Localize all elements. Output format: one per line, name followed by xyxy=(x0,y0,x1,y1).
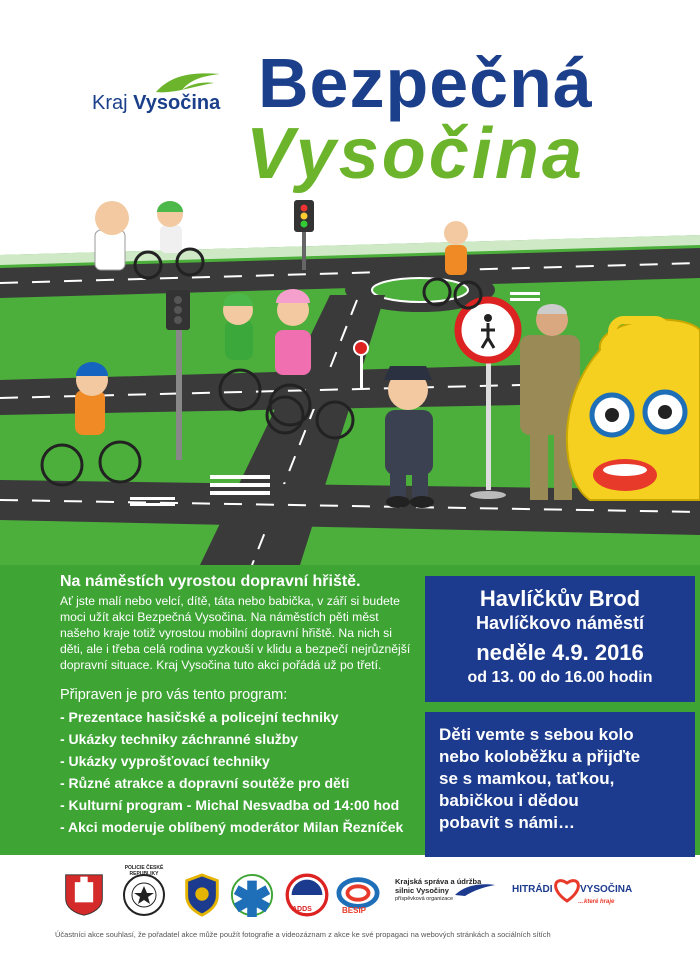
police-logo-icon xyxy=(122,873,166,917)
event-date: neděle 4.9. 2016 xyxy=(476,640,644,665)
kraj-vysocina-logo xyxy=(92,70,222,120)
besip-label: BESIP xyxy=(342,906,367,915)
invite-line: se s mamkou, taťkou, xyxy=(439,769,615,788)
traffic-playground-illustration xyxy=(0,200,700,565)
program-heading: Připraven je pro vás tento program: xyxy=(60,687,288,703)
ksus-line-1: Krajská správa a údržba xyxy=(395,877,482,886)
partner-logos xyxy=(0,857,700,971)
description-heading: Na náměstích vyrostou dopravní hřiště. xyxy=(60,573,361,590)
invite-line: pobavit s námi… xyxy=(439,813,576,832)
event-city: Havlíčkův Brod xyxy=(479,586,641,611)
logo-prefix: Kraj xyxy=(92,92,128,114)
invite-line: babičkou i dědou xyxy=(439,791,579,810)
hitradi-right: VYSOČINA xyxy=(580,884,633,895)
program-item: - Ukázky vyprošťovací techniky xyxy=(60,753,270,769)
description-text: Ať jste malí nebo velcí, dítě, táta nebo babička, v září si budete moci užít akci Bezpečná Vysočina. Na náměstích pěti měst našeho kraje totiž vyrostou mobilní dopravní hřiště. Na nich si děti, ale i třeba celá rodina vyzkouší v klidu a bezpečí nejrůznější dopravní situace. Kraj Vysočina tuto akci pořádá už po třetí. xyxy=(60,594,411,672)
logo-name: Vysočina xyxy=(133,92,221,114)
city-coat-of-arms-icon xyxy=(62,873,106,917)
title-line-2: Vysočina xyxy=(246,114,585,194)
adds-label: ADDS xyxy=(292,906,312,913)
road-swoosh-icon xyxy=(455,883,495,897)
hitradi-tagline: …které hraje xyxy=(578,899,615,905)
program-list xyxy=(60,706,415,838)
hitradi-left: HITRÁDI xyxy=(512,884,553,895)
event-info-box xyxy=(425,576,695,702)
ksus-line-3: příspěvková organizace xyxy=(395,896,454,902)
ksus-line-2: silnic Vysočiny xyxy=(395,886,449,895)
program-item: - Prezentace hasičské a policejní techniky xyxy=(60,709,339,725)
emergency-service-logo-icon xyxy=(230,873,274,917)
title-line-1: Bezpečná xyxy=(258,44,593,122)
invite-box xyxy=(425,712,695,857)
heart-icon xyxy=(553,877,581,903)
program-item: - Ukázky techniky záchranné služby xyxy=(60,731,299,747)
event-square: Havlíčkovo náměstí xyxy=(475,613,645,633)
consent-note: Účastníci akce souhlasí, že pořadatel akce může použít fotografie a videozáznam z akce ke své propagaci na webových stránkách a sociálních sítích xyxy=(55,930,551,939)
invite-line: Děti vemte s sebou kolo xyxy=(439,725,634,744)
program-item: - Akci moderuje oblíbený moderátor Milan Řezníček xyxy=(60,819,404,835)
police-logo-text: POLICIE ČESKÉ REPUBLIKY xyxy=(124,865,164,877)
program-item: - Kulturní program - Michal Nesvadba od 14:00 hod xyxy=(60,797,400,813)
program-item: - Různé atrakce a dopravní soutěže pro děti xyxy=(60,775,350,791)
fire-rescue-badge-icon xyxy=(180,873,224,917)
header xyxy=(0,0,700,200)
invite-line: nebo koloběžku a přijďte xyxy=(439,747,641,766)
description-block xyxy=(60,573,415,838)
event-time: od 13. 00 do 16.00 hodin xyxy=(467,669,653,686)
